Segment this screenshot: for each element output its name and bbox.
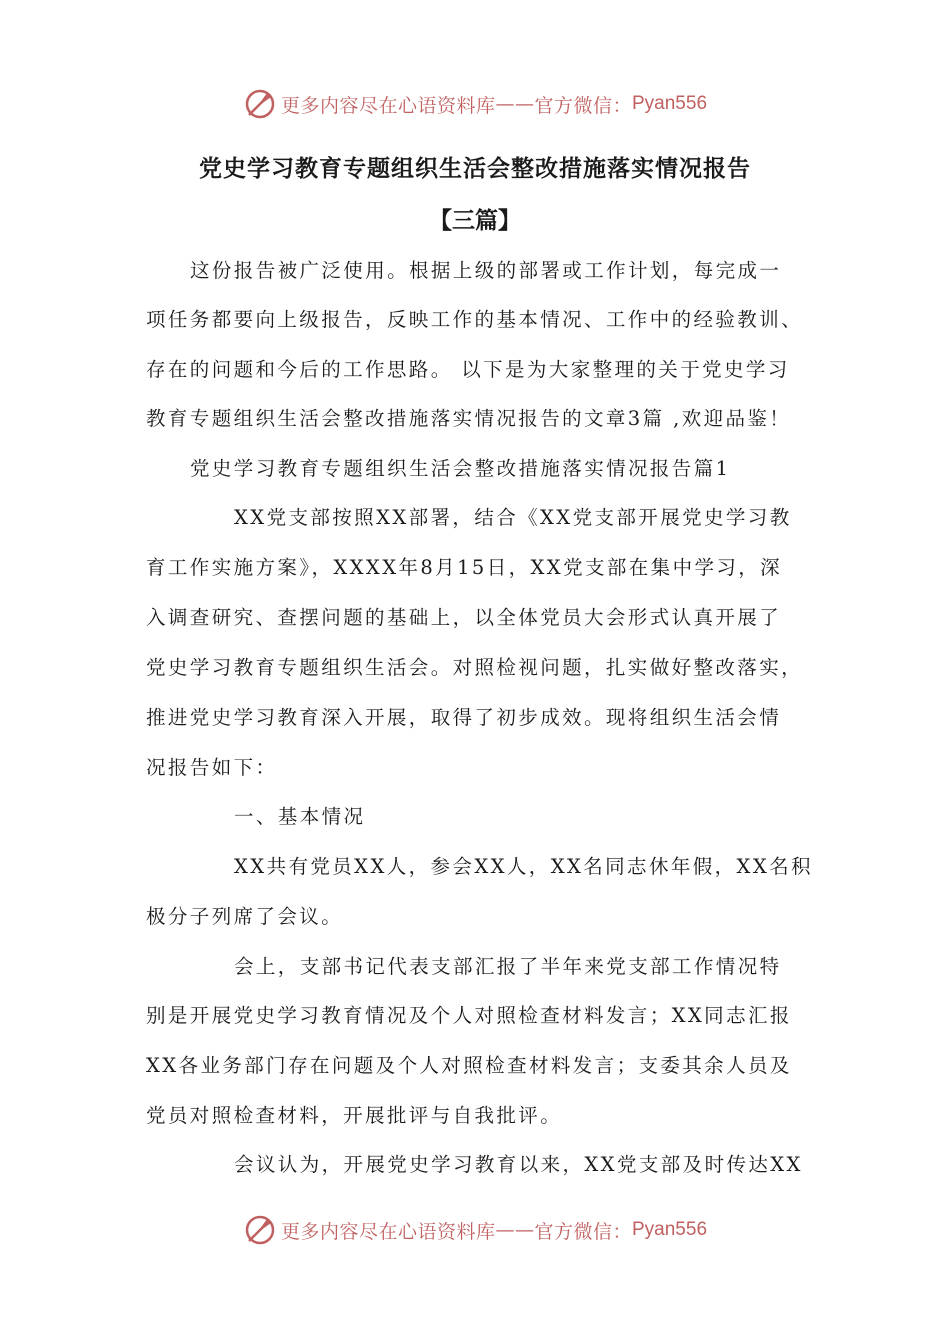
quill-logo-icon bbox=[243, 87, 277, 121]
quill-logo-icon bbox=[243, 1213, 277, 1247]
body-line: 存在的问题和今后的工作思路。 以下是为大家整理的关于党史学习 bbox=[146, 358, 790, 381]
watermark-contact-label: 官方微信： bbox=[534, 94, 632, 117]
watermark-dash: —— bbox=[495, 1219, 535, 1241]
watermark-site-text: 更多内容尽在心语资料库 bbox=[280, 94, 496, 117]
body-line: 况报告如下： bbox=[146, 756, 278, 779]
watermark-dash: —— bbox=[495, 93, 535, 115]
body-line: 这份报告被广泛使用。根据上级的部署或工作计划，每完成一 bbox=[190, 259, 782, 282]
watermark-contact-label: 官方微信： bbox=[534, 1220, 632, 1243]
watermark-banner-bottom bbox=[0, 1210, 950, 1250]
body-line: 项任务都要向上级报告，反映工作的基本情况、工作中的经验教训、 bbox=[146, 308, 804, 331]
body-line: 极分子列席了会议。 bbox=[146, 905, 344, 928]
section-heading: 一、基本情况 bbox=[234, 805, 366, 828]
body-line: 党史学习教育专题组织生活会。对照检视问题，扎实做好整改落实， bbox=[146, 656, 804, 679]
body-line: 推进党史学习教育深入开展，取得了初步成效。现将组织生活会情 bbox=[146, 706, 782, 729]
watermark-site-text: 更多内容尽在心语资料库 bbox=[280, 1220, 496, 1243]
body-line: XX共有党员XX人，参会XX人，XX名同志休年假，XX名积 bbox=[234, 855, 813, 878]
body-line: 入调查研究、查摆问题的基础上，以全体党员大会形式认真开展了 bbox=[146, 606, 782, 629]
body-line: XX党支部按照XX部署，结合《XX党支部开展党史学习教 bbox=[234, 506, 792, 529]
watermark-banner-top bbox=[0, 84, 950, 124]
document-subtitle: 【三篇】 bbox=[429, 207, 521, 234]
body-line: 会上，支部书记代表支部汇报了半年来党支部工作情况特 bbox=[234, 955, 782, 978]
section-heading: 党史学习教育专题组织生活会整改措施落实情况报告篇1 bbox=[190, 457, 731, 480]
body-line: 会议认为，开展党史学习教育以来，XX党支部及时传达XX bbox=[234, 1153, 803, 1176]
body-line: 别是开展党史学习教育情况及个人对照检查材料发言；XX同志汇报 bbox=[146, 1004, 792, 1027]
body-line: 育工作实施方案》，XXXX年8月15日，XX党支部在集中学习，深 bbox=[146, 556, 783, 579]
watermark-contact-id: Pyan556 bbox=[632, 93, 708, 114]
watermark-contact-id: Pyan556 bbox=[632, 1219, 708, 1240]
body-line: 党员对照检查材料，开展批评与自我批评。 bbox=[146, 1104, 563, 1127]
body-line: XX各业务部门存在问题及个人对照检查材料发言；支委其余人员及 bbox=[146, 1054, 792, 1077]
document-title: 党史学习教育专题组织生活会整改措施落实情况报告 bbox=[199, 155, 751, 182]
body-line: 教育专题组织生活会整改措施落实情况报告的文章3篇 ,欢迎品鉴！ bbox=[146, 407, 792, 430]
